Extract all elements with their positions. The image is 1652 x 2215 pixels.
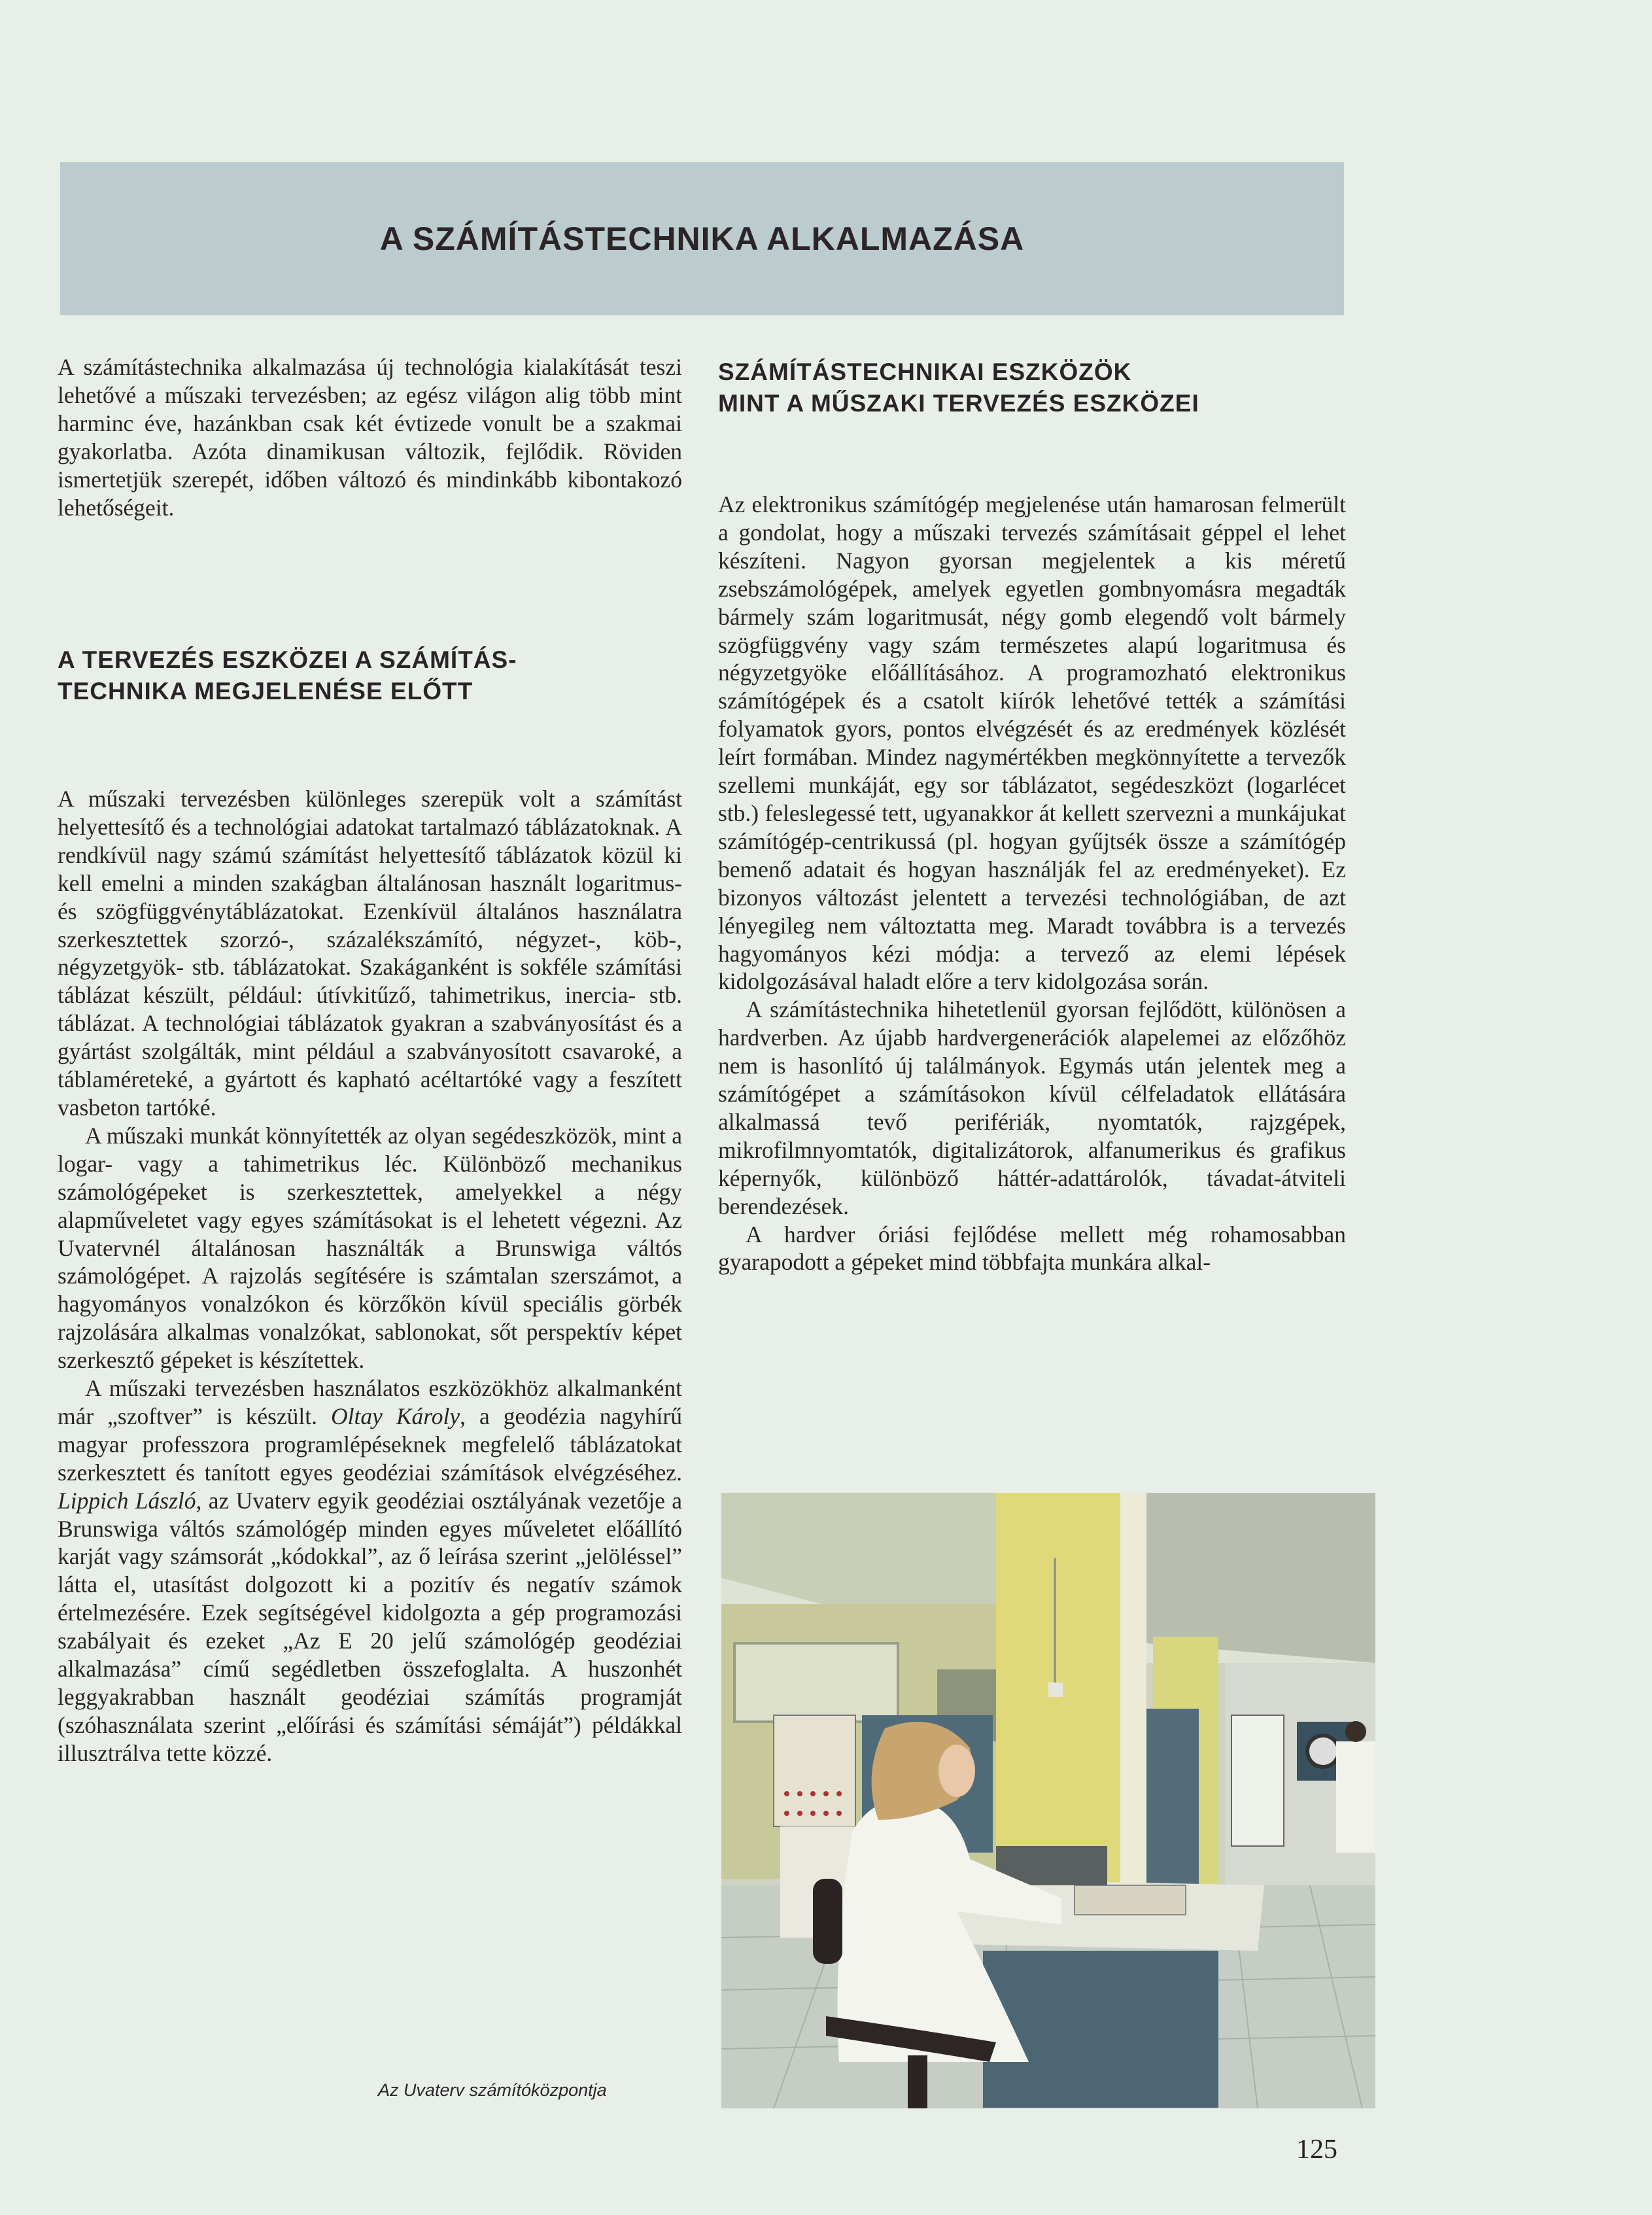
paragraph: Az elektronikus számítógép megjelenése után hamarosan felmerült a gondolat, hogy a műszaki tervezés számításait géppel el lehet készíteni. Nagyon gyorsan megjelentek a kis méretű zsebszámológépek, amelyek egyetlen gombnyomásra megadták bármely szám logaritmusát, négy gomb elegendő volt bármely szögfüggvény vagy szám természetes alapú logaritmusa és négyzetgyöke előállításához. A programozható elektronikus számítógépek és a csatolt kiírók lehetővé tették a számítási folyamatok gyors, pontos elvégzését és az eredmények közlését leírt formában. Mindez nagymértékben megkönnyítette a tervezők szellemi munkáját, egy sor táblázatot, segédeszközt (logarlécet stb.) feleslegessé tett, ugyanakkor át kellett szervezni a munkájukat számítógép-centrikussá (pl. hogyan gyűjtsék össze a számítógép bemenő adatait és hogyan használják fel az eredményeket). Ez bizonyos változást jelentett a tervezési technológiában, de azt lényegileg nem változtatta meg. Maradt továbbra is a tervezés hagyományos kézi módja: a tervező az elemi lépések kidolgozásával haladt előre a terv kidolgozása során.: [718, 491, 1346, 995]
photo-illustration: [721, 1493, 1375, 2108]
photo-caption: Az Uvaterv számítóközpontja: [378, 2080, 607, 2100]
paragraph: A műszaki tervezésben különleges szerepük volt a számítást helyettesítő és a technológiai adatokat tartalmazó táblázatoknak. A rendkívül nagy számú számítást helyettesítő táblázatok közül ki kell emelni a minden szakágban általánosan használt logaritmus- és szögfüggvénytáblázatokat. Ezenkívül általános használatra szerkesztettek szorzó-, százalékszámító, négyzet-, köb-, négyzetgyök- stb. táblázatokat. Szakáganként is sokféle számítási táblázat készült, például: útívkitűző, tahimetrikus, inercia- stb. táblázat. A technológiai táblázatok gyakran a szabványosítást és a gyártást szolgálták, mint például a szabványosított csavaroké, a táblaméreteké, a gyártott és kapható acéltartóké vagy a feszített vasbeton tartóké.: [58, 786, 682, 1121]
chapter-title: A SZÁMÍTÁSTECHNIKA ALKALMAZÁSA: [379, 220, 1025, 257]
tape-drive: [1231, 1715, 1284, 1846]
chair-back: [813, 1879, 842, 1964]
section-heading-tools-before-computing: [58, 644, 685, 707]
person-name: Lippich László: [58, 1487, 196, 1514]
page-number: 125: [1296, 2135, 1337, 2165]
text-run: A műszaki tervezésben használatos eszközökhöz alkalmanként már „szoftver” is készült.: [58, 1375, 682, 1429]
heading-line: SZÁMÍTÁSTECHNIKAI ESZKÖZÖK: [718, 358, 1132, 385]
heading-line: MINT A MŰSZAKI TERVEZÉS ESZKÖZEI: [718, 390, 1199, 417]
paragraph: A műszaki munkát könnyítették az olyan segédeszközök, mint a logar- vagy a tahimetrikus léc. Különböző mechanikus számológépeket is szerkesztettek, amelyekkel a négy alapműveletet vagy egyes számításokat is el lehetett végezni. Az Uvatervnél általánosan használták a Brunswiga váltós számológépet. A rajzolás segítésére is számtalan szerszámot, a hagyományos vonalzókon és körzőkön kívül speciális görbék rajzolására alkalmas vonalzókat, sablonokat, sőt perspektív képet szerkesztő gépeket is készítettek.: [58, 1122, 682, 1374]
right-column-body: [718, 491, 1346, 1276]
paragraph: A hardver óriási fejlődése mellett még rohamosabban gyarapodott a gépeket mind többfajta munkára alkal-: [718, 1221, 1346, 1276]
computer-center-photo: [721, 1493, 1375, 2108]
heading-line: A TERVEZÉS ESZKÖZEI A SZÁMÍTÁS-: [58, 646, 517, 673]
intro-paragraph: A számítástechnika alkalmazása új technológia kialakítását teszi lehetővé a műszaki tervezésben; az egész világon alig több mint harminc éve, hazánkban csak két évtizede vonult be a szakmai gyakorlatba. Azóta dinamikusan változik, fejlődik. Röviden ismertetjük szerepét, időben változó és mindinkább kibontakozó lehetőségeit.: [58, 354, 682, 521]
heading-line: TECHNIKA MEGJELENÉSE ELŐTT: [58, 678, 473, 705]
title-banner: [60, 162, 1344, 315]
paragraph: A számítástechnika hihetetlenül gyorsan fejlődött, különösen a hardverben. Az újabb hardvergenerációk alapelemei az előzőhöz nem is hasonlító új találmányok. Egymás után jelentek meg a számítógépet a számításokon kívül célfeladatok ellátására alkalmassá tevő perifériák, nyomtatók, rajzgépek, mikrofilmnyomtatók, digitalizátorok, alfanumerikus és grafikus képernyők, különböző háttér-adattárolók, távadat-átviteli berendezések.: [718, 996, 1346, 1219]
text-run: , a geodézia nagyhírű magyar professzora programlépéseknek megfelelő táblázatokat szerkesztett és tanított egyes geodéziai számítások elvégzéséhez.: [58, 1403, 682, 1486]
text-run: , az Uvaterv egyik geodéziai osztályának vezetője a Brunswiga váltós számológép minden egyes műveletet előállító karját vagy számsorát „kódokkal”, az ő leírása szerint „jelöléssel” látta el, utasítást dolgozott ki a pozitív és negatív számok értelmezésére. Ezek segítségével kidolgozta a gép programozási szabályait és ezeket „Az E 20 jelű számológép geodéziai alkalmazása” című segédletben összefoglalta. A huszonhét leggyakrabban használt geodéziai számítás programját (szóhasználata szerint „előírási és számítási sémáját”) példákkal illusztrálva tette közzé.: [58, 1487, 683, 1766]
technician-figure: [1336, 1741, 1375, 1853]
paragraph: [58, 1374, 682, 1768]
section-heading-computing-tools: [718, 357, 1346, 419]
person-name: Oltay Károly: [331, 1403, 460, 1429]
left-column-body: [58, 785, 682, 1768]
control-panel: [774, 1715, 855, 1826]
keyboard-console: [1075, 1885, 1186, 1915]
